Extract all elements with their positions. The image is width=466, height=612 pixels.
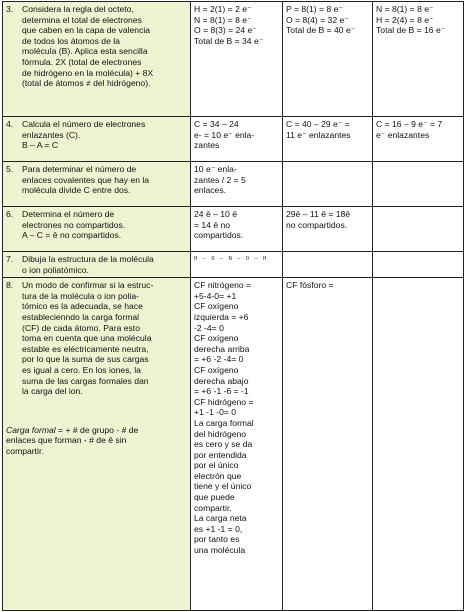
answer-cell-c2 (191, 278, 283, 611)
step-number: 4. (6, 119, 14, 129)
answer-cell-c4 (373, 162, 464, 207)
answer-cell-c4 (373, 117, 464, 162)
step-row (3, 162, 464, 207)
answer-cell-c3 (283, 252, 373, 278)
formula-line: Carga formal = + # de grupo - # de (6, 424, 139, 435)
answer-line: C = 16 – 9 e⁻ = 7 (376, 119, 443, 129)
answer-cell-c3 (283, 2, 373, 117)
answer-cell-c2 (191, 2, 283, 117)
answer-line: que puede (194, 492, 235, 503)
answer-cell-c4 (373, 278, 464, 611)
answer-line: -2 -4= 0 (194, 322, 224, 333)
answer-line: CF nitrógeno = (194, 280, 252, 291)
answer-line: del hidrógeno (194, 428, 247, 439)
answer-cell-c2 (191, 162, 283, 207)
instruction-line: determina el total de electrones (22, 14, 142, 25)
instruction-line: enlaces covalentes que hay en la (22, 174, 150, 185)
answer-line: es cero y se da (194, 439, 253, 450)
step-instruction-cell (3, 162, 191, 207)
instruction-line: estable es eléctricamente neutra, (22, 343, 149, 354)
instruction-line: Determina el número de (22, 209, 115, 219)
step-instruction-cell (3, 117, 191, 162)
step-number: 8. (6, 280, 14, 291)
answer-line: 10 e⁻ enla- (194, 164, 237, 174)
answer-line: La carga formal (194, 417, 254, 428)
answer-line: = 14 ē no (194, 219, 231, 230)
lewis-structure: H – O – N – O – H (194, 256, 268, 262)
answer-line: compartidos. (194, 230, 244, 241)
formula-line: compartir. (6, 445, 44, 456)
answer-line: CF oxígeno (194, 364, 239, 375)
instruction-line: de hidrógeno en la molécula) + 8X (22, 67, 154, 78)
instruction-line: tómico es la adecuada, se hace (22, 301, 143, 312)
answer-line: H = 2(1) = 2 e⁻ (194, 4, 252, 14)
answer-line: 29ē – 11 ē = 18ē (286, 209, 351, 219)
answer-line: H = 2(4) = 8 e⁻ (376, 14, 434, 25)
step-row (3, 2, 464, 117)
step-instruction-cell (3, 2, 191, 117)
answer-cell-c3 (283, 207, 373, 252)
instruction-line: (CF) de cada átomo. Para esto (22, 322, 140, 333)
instruction-line: A – C = ē no compartidos. (22, 230, 122, 241)
answer-line: P = 8(1) = 8 e⁻ (286, 4, 343, 14)
instruction-line: tura de la molécula o ion polia- (22, 290, 140, 301)
step-instruction-cell (3, 252, 191, 278)
answer-line: +5-4-0= +1 (194, 290, 237, 301)
step-number: 5. (6, 164, 14, 174)
step-number: 6. (6, 209, 14, 219)
answer-line: C = 40 – 29 e⁻ = (286, 119, 350, 129)
answer-line: O = 8(4) = 32 e⁻ (286, 14, 349, 25)
answer-line: 24 ē – 10 ē (194, 209, 238, 219)
answer-line: derecha arriba (194, 343, 250, 354)
answer-line: e⁻ enlazantes (376, 129, 430, 140)
step-instruction-text (22, 119, 187, 151)
instruction-line: de todos los átomos de la (22, 35, 120, 46)
instruction-line: establecienndo la carga formal (22, 311, 140, 322)
answer-line: por entendida (194, 449, 247, 460)
answer-line: es +1 -1 = 0, (194, 523, 243, 534)
step-instruction-cell (3, 207, 191, 252)
answer-line: enlaces. (194, 185, 227, 196)
answer-line: por el único (194, 460, 239, 471)
step-instruction-text (22, 209, 187, 241)
answer-line: N = 8(1) = 8 e⁻ (194, 14, 252, 25)
instruction-line: molécula (B). Aplica esta sencilla (22, 46, 148, 57)
instruction-line: toma en cuenta que una molécula (22, 333, 152, 344)
step-instruction-text (22, 4, 187, 89)
step-instruction-cell (3, 278, 191, 611)
instruction-line: Dibuja la estructura de la molécula (22, 254, 154, 264)
answer-cell-c4 (373, 2, 464, 117)
worksheet-table (2, 1, 464, 611)
answer-line: O = 8(3) = 24 e⁻ (194, 25, 257, 36)
instruction-line: Para determinar el número de (22, 164, 137, 174)
instruction-line: es igual a cero. En los iones, la (22, 364, 141, 375)
answer-line: derecha abajo (194, 375, 249, 386)
answer-cell-c4 (373, 252, 464, 278)
answer-line: no compartidos. (286, 219, 348, 230)
instruction-line: enlazantes (C). (22, 129, 81, 140)
step-row (3, 252, 464, 278)
step-row (3, 207, 464, 252)
answer-line: = +6 -1 -6 = -1 (194, 386, 249, 397)
answer-line: Total de B = 16 e⁻ (376, 25, 446, 36)
answer-line: CF hidrógeno = (194, 396, 254, 407)
answer-line: Total de B = 40 e⁻ (286, 25, 356, 36)
instruction-line: la carga del ion. (22, 386, 83, 397)
answer-cell-c3 (283, 117, 373, 162)
answer-line: CF oxígeno (194, 301, 239, 312)
answer-line: Total de B = 34 e⁻ (194, 35, 264, 46)
answer-line: tiene y el único (194, 481, 252, 492)
answer-line: e- = 10 e⁻ enla- (194, 129, 255, 140)
answer-line: zantes (194, 140, 220, 151)
instruction-line: que caben en la capa de valencia (22, 25, 151, 36)
answer-line: CF oxígeno (194, 333, 239, 344)
step-instruction-text (22, 254, 187, 275)
answer-line: CF fósforo = (286, 280, 334, 291)
answer-line: N = 8(1) = 8 e⁻ (376, 4, 434, 14)
step-instruction-text (22, 280, 187, 397)
step-number: 7. (6, 254, 14, 264)
formula-line: enlaces que forman - # de ē sin (6, 435, 127, 446)
instruction-line: fórmula. 2X (total de electrones (22, 56, 142, 67)
answer-line: +1 -1 -0= 0 (194, 407, 237, 418)
answer-line: 11 e⁻ enlazantes (286, 129, 351, 140)
answer-cell-c4 (373, 207, 464, 252)
step-instruction-text (22, 164, 187, 196)
answer-line: La carga neta (194, 513, 247, 524)
instruction-line: Considera la regla del octeto, (22, 4, 134, 14)
answer-line: = +6 -2 -4= 0 (194, 354, 244, 365)
instruction-line: Un modo de confirmar si la estruc- (22, 280, 154, 291)
answer-line: por tanto es (194, 534, 240, 545)
answer-cell-c3 (283, 162, 373, 207)
instruction-line: electrones no compartidos. (22, 219, 126, 230)
instruction-line: suma de las cargas formales dan (22, 375, 149, 386)
instruction-line: molécula divide C entre dos. (22, 185, 131, 196)
answer-line: izquierda = +6 (194, 311, 249, 322)
instruction-line: (total de átomos ≠ del hidrógeno). (22, 78, 151, 89)
answer-cell-c2 (191, 117, 283, 162)
answer-cell-c2 (191, 207, 283, 252)
instruction-line: Calcula el número de electrones (22, 119, 146, 129)
instruction-line: por lo que la suma de sus cargas (22, 354, 149, 365)
worksheet-body (3, 2, 464, 611)
answer-line: una molécula (194, 545, 246, 556)
answer-line: compartir. (194, 502, 232, 513)
answer-line: zantes / 2 = 5 (194, 174, 246, 185)
step-number: 3. (6, 4, 14, 14)
answer-cell-c2 (191, 252, 283, 278)
instruction-line: B – A = C (22, 140, 59, 151)
answer-cell-c3 (283, 278, 373, 611)
step-row (3, 278, 464, 611)
formal-charge-formula (6, 425, 187, 457)
answer-line: C = 34 – 24 (194, 119, 239, 129)
answer-line: electrón que (194, 470, 242, 481)
step-row (3, 117, 464, 162)
instruction-line: o ion poliatómico. (22, 264, 89, 275)
